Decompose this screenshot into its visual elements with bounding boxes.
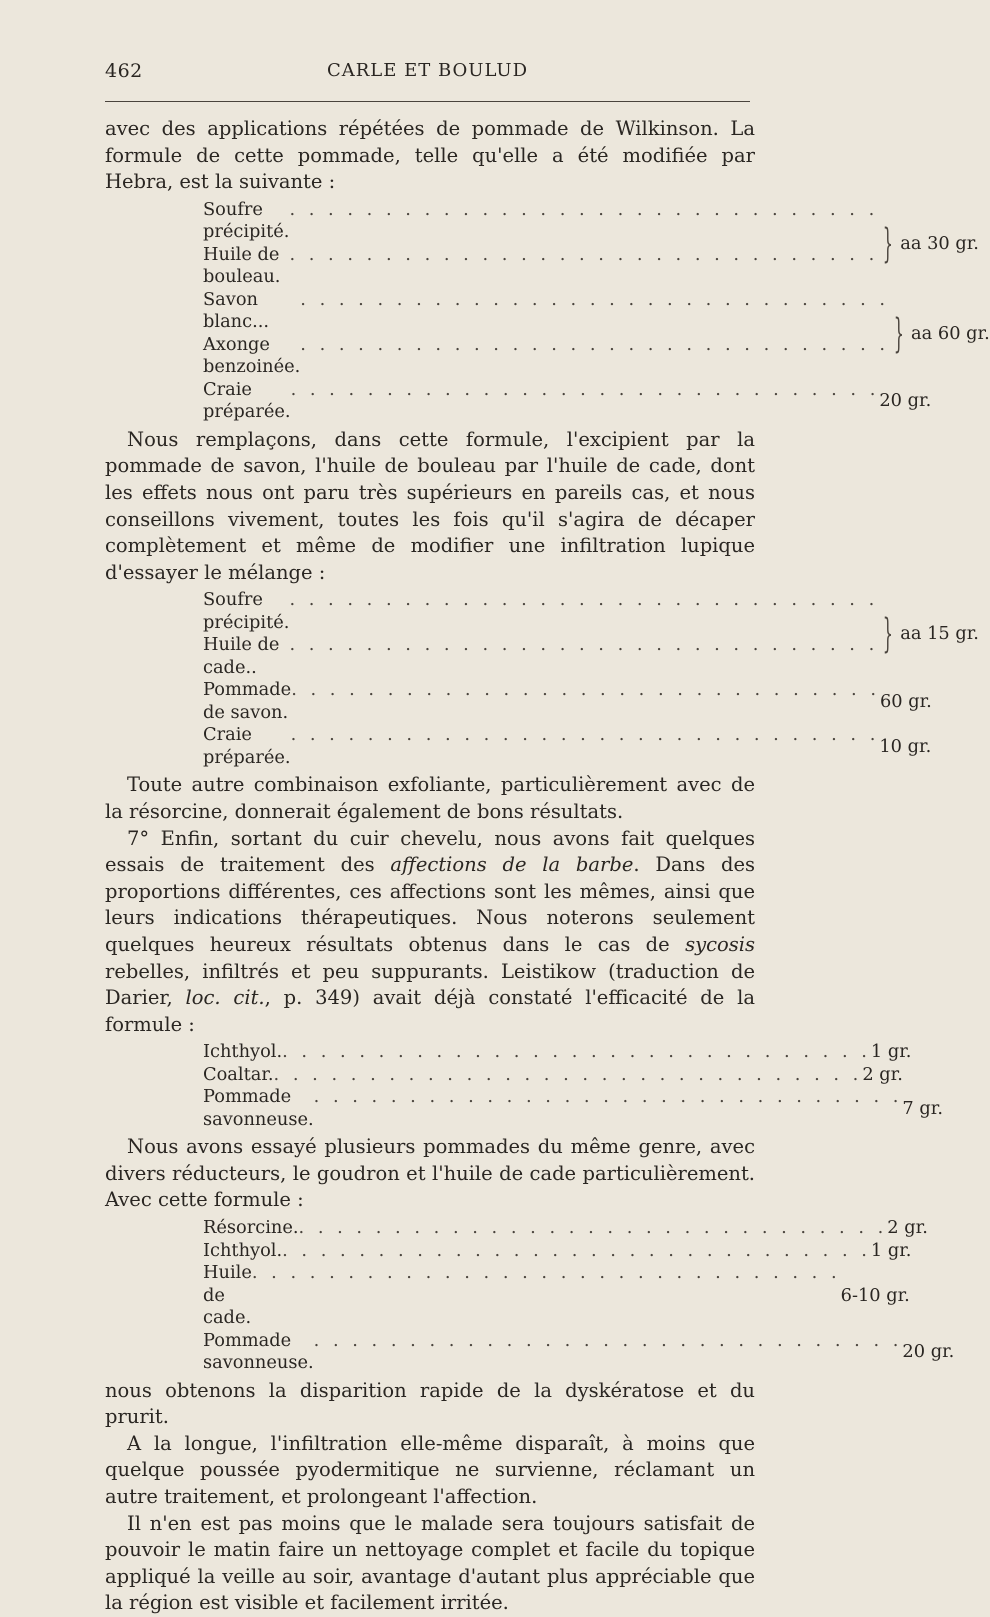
ingredient-name: Ichthyol.	[203, 1041, 283, 1063]
paragraph-5: Nous avons essayé plusieurs pommades du même genre, avec divers réducteurs, le goudron et l'huile de cade particulièrement. Avec cette formule :	[105, 1135, 755, 1212]
paragraph-2: Nous remplaçons, dans cette formule, l'excipient par la pommade de savon, l'huile de bouleau par l'huile de cade, dont les effets nous ont paru très supérieurs en pareils cas, et nous conseillons vivement, toutes les fois qu'il s'agira de décaper complètement et même de modifier une infiltration lupique d'essayer le mélange :	[105, 427, 755, 584]
formula-group	[203, 288, 990, 379]
ingredient-name: Savon blanc...	[203, 288, 270, 333]
ingredient-quantity: aa 15 gr.	[900, 623, 979, 645]
ingredient-name: Soufre précipité.	[203, 198, 290, 243]
formula-row	[203, 1041, 912, 1064]
header-rule	[105, 101, 750, 102]
ingredient-quantity: aa 60 gr.	[911, 322, 990, 344]
ingredient-quantity: 6-10 gr.	[840, 1284, 910, 1306]
ingredient-name: Ichthyol.	[203, 1239, 283, 1261]
formula-group	[203, 198, 979, 289]
formula-group	[203, 589, 979, 679]
formula-row	[203, 1262, 910, 1330]
ingredient-name: Huile de cade..	[203, 634, 280, 678]
ingredient-name: Huile de bouleau.	[203, 243, 281, 288]
paragraph-4: 7° Enfin, sortant du cuir chevelu, nous avons fait quelques essais de traitement des affections de la barbe. Dans des proportions différentes, ces affections sont les mêmes, ainsi que leurs indications thérapeutiques. Nous noterons seulement quelques heureux résultats obtenus dans le cas de sycosis rebelles, infiltrés et peu suppurants. Leistikow (traduction de Darier, loc. cit., p. 349) avait déjà constaté l'efficacité de la formule :	[105, 826, 756, 1036]
ingredient-name: Craie préparée.	[203, 724, 291, 768]
ingredient-name: Résorcine.	[203, 1217, 299, 1239]
formula-1	[203, 198, 990, 424]
brace-icon: }	[883, 611, 894, 658]
paragraph-7: A la longue, l'infiltration elle-même disparaît, à moins que quelque poussée pyodermitique ne survienne, réclamant un autre traitement, et prolongeant l'affection.	[105, 1431, 755, 1508]
ingredient-name: Pommade savonneuse.	[203, 1329, 314, 1374]
ingredient-name: Huile de cade.	[203, 1262, 252, 1329]
ingredient-quantity: 10 gr.	[879, 735, 932, 757]
paragraph-3: Toute autre combinaison exfoliante, particulièrement avec de la résorcine, donnerait également de bons résultats.	[105, 773, 755, 823]
ingredient-quantity: 1 gr.	[870, 1041, 912, 1063]
formula-row	[203, 1217, 928, 1240]
ingredient-name: Craie préparée.	[203, 378, 291, 423]
emphasis: sycosis	[685, 932, 755, 956]
emphasis: affections de la barbe	[390, 853, 634, 877]
page-header	[105, 60, 750, 94]
ingredient-quantity: aa 30 gr.	[900, 232, 979, 254]
ingredient-name: Soufre précipité.	[203, 589, 290, 633]
ingredient-name: Pommade de savon.	[203, 679, 292, 723]
ingredient-quantity: 7 gr.	[902, 1097, 943, 1119]
brace-icon: }	[883, 220, 894, 267]
page-body	[105, 116, 990, 1617]
formula-row	[203, 1063, 903, 1087]
ingredient-quantity: 20 gr.	[879, 390, 932, 412]
brace-icon: }	[893, 310, 905, 357]
running-title: CARLE ET BOULUD	[326, 60, 529, 81]
formula-row	[203, 1329, 955, 1375]
formula-row	[203, 724, 932, 769]
ingredient-quantity: 20 gr.	[902, 1340, 955, 1362]
paragraph-1: avec des applications répétées de pommade de Wilkinson. La formule de cette pommade, telle qu'elle a été modifiée par Hebra, est la suivante :	[105, 117, 755, 194]
ingredient-name: Pommade savonneuse.	[203, 1086, 314, 1130]
formula-row	[203, 679, 932, 724]
ingredient-quantity: 2 gr.	[862, 1063, 903, 1085]
page-number: 462	[105, 60, 143, 82]
ingredient-name: Axonge benzoinée.	[203, 333, 301, 378]
formula-row	[203, 378, 932, 424]
formula-row	[203, 1086, 943, 1131]
formula-2	[203, 589, 979, 769]
formula-3	[203, 1041, 943, 1131]
ingredient-name: Coaltar.	[203, 1063, 274, 1085]
paragraph-8: Il n'en est pas moins que le malade sera toujours satisfait de pouvoir le matin faire un nettoyage complet et facile du topique appliqué la veille au soir, avantage d'autant plus appréciable que la région est visible et facilement irritée.	[105, 1511, 755, 1615]
formula-row	[203, 1239, 912, 1263]
ingredient-quantity: 60 gr.	[879, 690, 932, 712]
paragraph-6: nous obtenons la disparition rapide de la dyskératose et du prurit.	[105, 1378, 755, 1429]
emphasis: loc. cit.	[185, 986, 265, 1010]
formula-4	[203, 1217, 955, 1375]
ingredient-quantity: 2 gr.	[887, 1217, 928, 1239]
ingredient-quantity: 1 gr.	[870, 1239, 912, 1261]
